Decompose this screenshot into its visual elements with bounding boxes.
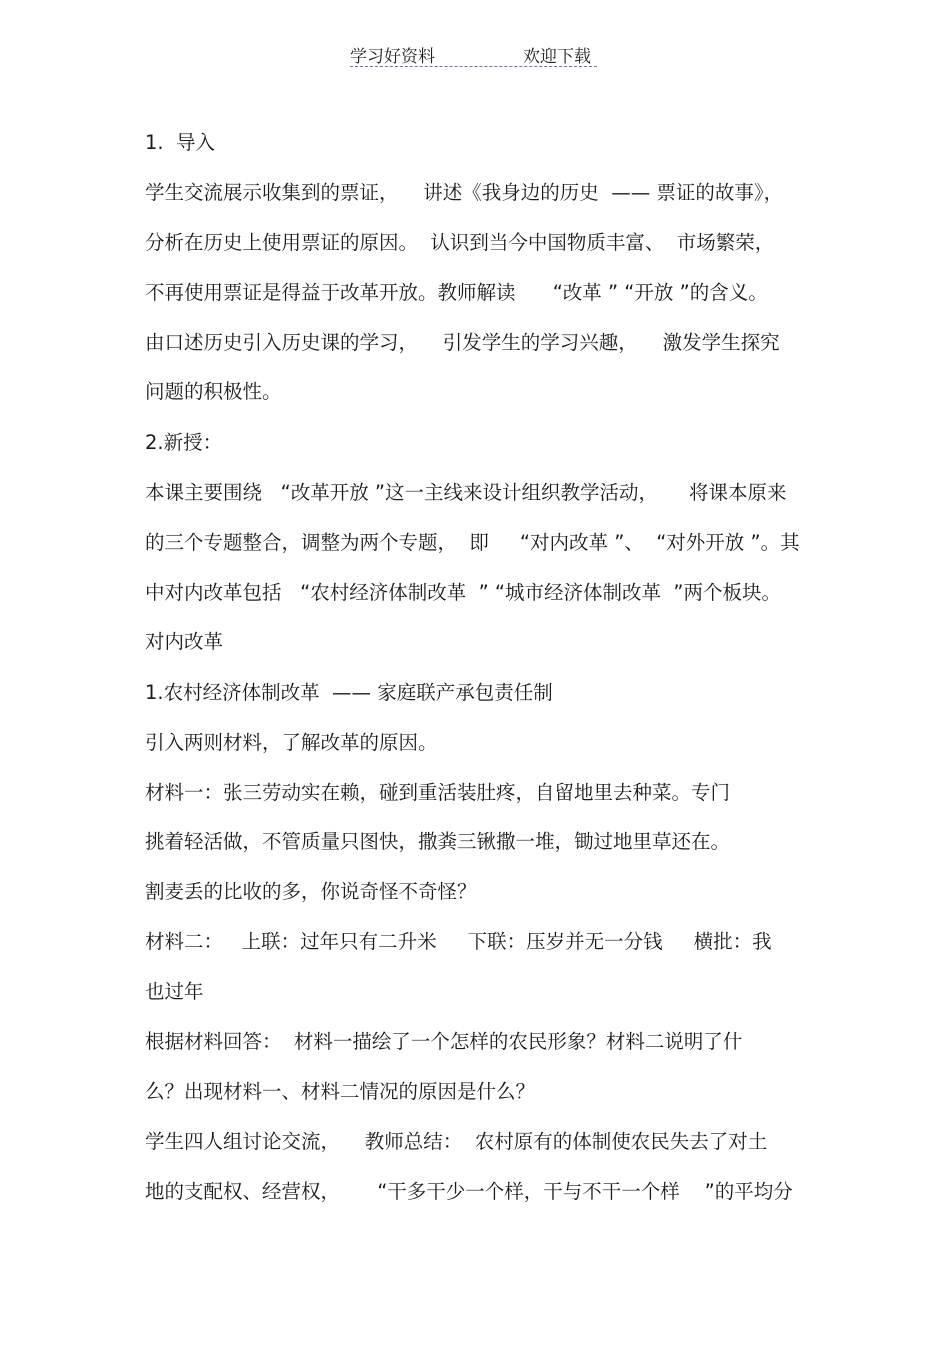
section-heading-intro: 1. 导入 — [145, 131, 216, 154]
paragraph-line: 学生四人组讨论交流， 教师总结： 农村原有的体制使农民失去了对土 — [145, 1130, 768, 1153]
material-one-line: 材料一：张三劳动实在赖，碰到重活装肚疼，自留地里去种菜。专门 — [145, 781, 731, 804]
page-header — [350, 40, 597, 67]
paragraph-line: 学生交流展示收集到的票证， 讲述《我身边的历史 —— 票证的故事》， — [145, 181, 784, 204]
paragraph-line: 中对内改革包括 “农村经济体制改革 ” “城市经济体制改革 ”两个板块。 — [145, 581, 781, 604]
material-one-line: 挑着轻活做，不管质量只图快，撒粪三锹撒一堆，锄过地里草还在。 — [145, 830, 731, 853]
material-one-line: 割麦丢的比收的多，你说奇怪不奇怪？ — [145, 880, 477, 903]
paragraph-line: 由口述历史引入历史课的学习， 引发学生的学习兴趣， 激发学生探究 — [145, 331, 780, 354]
question-line: 么？出现材料一、材料二情况的原因是什么？ — [145, 1080, 536, 1103]
question-line: 根据材料回答： 材料一描绘了一个怎样的农民形象？材料二说明了什 — [145, 1030, 743, 1053]
paragraph-line: 的三个专题整合，调整为两个专题， 即 “对内改革 ”、 “对外开放 ”。其 — [145, 531, 800, 554]
material-two-line: 材料二： 上联：过年只有二升米 下联：压岁并无一分钱 横批：我 — [145, 930, 772, 953]
header-left-text: 学习好资料 — [350, 47, 435, 67]
subheading-rural-reform: 1.农村经济体制改革 —— 家庭联产承包责任制 — [145, 681, 553, 704]
paragraph-line: 引入两则材料，了解改革的原因。 — [145, 731, 438, 754]
paragraph-line: 不再使用票证是得益于改革开放。教师解读 “改革 ” “开放 ”的含义。 — [145, 281, 768, 304]
paragraph-line: 本课主要围绕 “改革开放 ”这一主线来设计组织教学活动， 将课本原来 — [145, 481, 787, 504]
paragraph-line: 问题的积极性。 — [145, 380, 282, 403]
material-two-line: 也过年 — [145, 980, 204, 1003]
subheading-internal-reform: 对内改革 — [145, 630, 224, 653]
paragraph-line: 地的支配权、经营权， “干多干少一个样，干与不干一个样 ”的平均分 — [145, 1180, 793, 1203]
section-heading-new: 2.新授： — [145, 431, 223, 454]
header-right-text: 欢迎下载 — [523, 47, 591, 67]
paragraph-line: 分析在历史上使用票证的原因。 认识到当今中国物质丰富、 市场繁荣， — [145, 231, 775, 254]
